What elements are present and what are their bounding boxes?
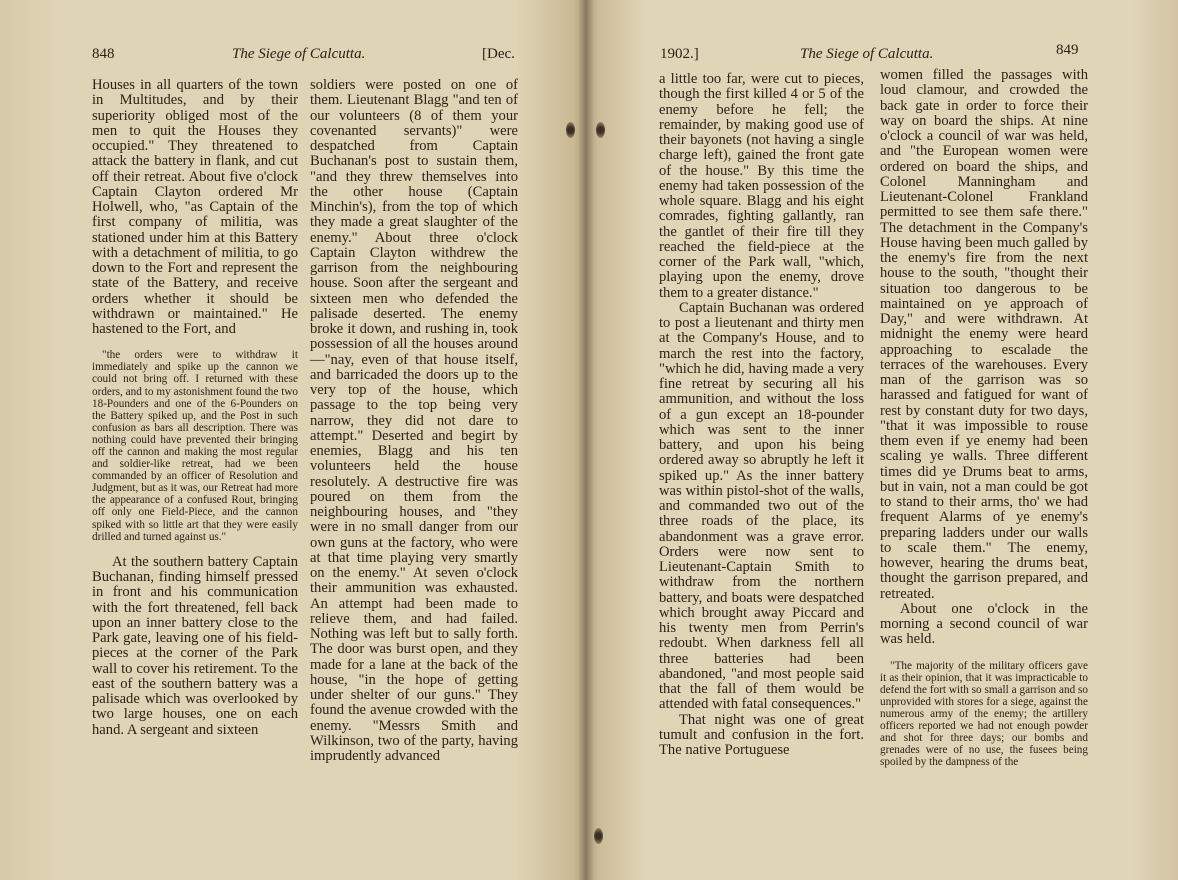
right-running-year: 1902.] — [660, 46, 699, 62]
left-running-title: The Siege of Calcutta. — [232, 46, 366, 62]
right-page-number: 849 — [1056, 42, 1079, 58]
right-col2-blockquote: "The majority of the military officers gave it as their opinion, that it was impracticable to defend the fort with so small a garrison and so unprovided with stores for a siege, against the numerous army of the enemy; the artillery officers reported we had not enough powder and shot for three days; our bombs and grenades were of no use, the fusees being spoiled by the dampness of the — [880, 659, 1088, 769]
left-page-number: 848 — [92, 46, 115, 62]
left-running-month: [Dec. — [482, 46, 515, 62]
left-col1-blockquote: "the orders were to withdraw it immediately and spike up the cannon we could not bring off. I returned with these orders, and to my astonishment found the two 18-Pounders and one of the 6-Pounders on the Battery spiked up, and the Post in such confusion as bars all description. There was nothing could have prevented their bringing off the cannon and making the most regular and soldier-like retreat, had we been commanded by an officer of Resolution and Judgment, but as it was, our Retreat had more the appearance of a confused Rout, bringing off only one Field-Piece, and the cannon spiked with so little art that they were easily drilled and turned against us." — [92, 349, 298, 543]
right-col1-paragraph: a little too far, were cut to pieces, though the first killed 4 or 5 of the enemy before he fell; the remainder, by making good use of their bayonets (not having a single charge left), gained the front gate of the house." By this time the enemy had taken possession of the whole square. Blagg and his eight comrades, fighting gallantly, ran the gantlet of their fire till they reached the field-piece at the corner of the Park wall, "which, playing upon the enemy, drove them to a greater distance." — [659, 71, 864, 301]
right-page — [586, 0, 1178, 880]
left-page — [0, 0, 586, 880]
right-column-2 — [880, 68, 1088, 780]
right-col1-paragraph-3: That night was one of great tumult and confusion in the fort. The native Portuguese — [659, 711, 864, 758]
right-column-1 — [659, 72, 864, 758]
right-running-title: The Siege of Calcutta. — [800, 46, 934, 62]
book-gutter — [579, 0, 593, 880]
binding-hole-top-right — [596, 122, 605, 138]
left-col1-paragraph-2: At the southern battery Captain Buchanan, finding himself pressed in front and his communication with the fort threatened, fell back upon an inner battery close to the Park gate, leaving one of his field-pieces at the corner of the Park wall to cover his retirement. To the east of the southern battery was a palisade which was overlooked by two large houses, one on each hand. A sergeant and sixteen — [92, 553, 298, 738]
binding-hole-top-left — [566, 122, 575, 138]
left-column-1 — [92, 78, 298, 738]
left-col1-paragraph: Houses in all quarters of the town in Multitudes, and by their superiority obliged most of the men to quit the Houses they occupied." They threatened to attack the battery in flank, and cut off their retreat. About five o'clock Captain Clayton ordered Mr Holwell, who, "as Captain of the first company of militia, was stationed under him at this Battery with a detachment of militia, to go down to the Fort and represent the state of the Battery, and receive orders whether it should be withdrawn or maintained." He hastened to the Fort, and — [92, 77, 298, 337]
right-col1-paragraph-2: Captain Buchanan was ordered to post a lieutenant and thirty men at the Company's House, and to march the rest into the factory, "which he did, having made a very fine retreat by securing all his ammunition, and without the loss of a gun except an 18-pounder which was sent to the inner battery, and upon his being ordered away so abruptly he left it spiked up." As the inner battery was within pistol-shot of the walls, and commanded two out of the three roads of the place, its abandonment was a grave error. Orders were now sent to Lieutenant-Captain Smith to withdraw from the northern battery, and boats were despatched which brought away Piccard and his twenty men from Perrin's redoubt. When darkness fell all three batteries had been abandoned, "and most people said that the fall of them would be attended with fatal consequences." — [659, 299, 864, 713]
left-col2-paragraph: soldiers were posted on one of them. Lieutenant Blagg "and ten of our volunteers (8 of them your covenanted servants)" were despatched from Captain Buchanan's post to sustain them, "and they threw themselves into the other house (Captain Minchin's), from the top of which they made a great slaughter of the enemy." About three o'clock Captain Clayton withdrew the garrison from the neighbouring house. Soon after the sergeant and sixteen men who defended the palisade deserted. The enemy broke it down, and rushing in, took possession of all the houses around—"nay, even of that house itself, and barricaded the doors up to the very top of the house, which passage to the top being very narrow, they did not dare to attempt." Deserted and begirt by enemies, Blagg and his ten volunteers held the house resolutely. A destructive fire was poured on them from the neighbouring houses, and "they were in no small danger from our own guns at the factory, who were at that time playing very smartly on the enemy." At seven o'clock their ammunition was exhausted. An attempt had been made to relieve them, and had failed. Nothing was left but to sally forth. The door was burst open, and they made for a lane at the back of the house, "in the hope of getting under shelter of our guns." They found the avenue crowded with the enemy. "Messrs Smith and Wilkinson, two of the party, having imprudently advanced — [310, 77, 518, 764]
right-col2-paragraph: women filled the passages with loud clamour, and crowded the back gate in order to force their way on board the ships. At nine o'clock a council of war was held, and "the European women were ordered on board the ships, and Colonel Manningham and Lieutenant-Colonel Frankland permitted to see them safe there." The detachment in the Company's House having been much galled by the enemy's fire from the next house to the south, "thought their situation too dangerous to be maintained on ye approach of Day," and were withdrawn. At midnight the enemy were heard approaching to escalade the terraces of the warehouses. Every man of the garrison was so harassed and fatigued for want of rest by constant duty for two days, "that it was impossible to rouse them even if ye enemy had been scaling ye walls. Three different times did ye Drums beat to arms, but in vain, not a man could be got to stand to their arms, tho' we had frequent Alarms of ye enemy's preparing ladders under our walls to scale them." The enemy, however, hearing the drums beat, thought the garrison prepared, and retreated. — [880, 67, 1088, 602]
left-column-2 — [310, 78, 518, 764]
right-col2-paragraph-2: About one o'clock in the morning a second council of war was held. — [880, 600, 1088, 648]
binding-hole-bottom — [594, 828, 603, 844]
